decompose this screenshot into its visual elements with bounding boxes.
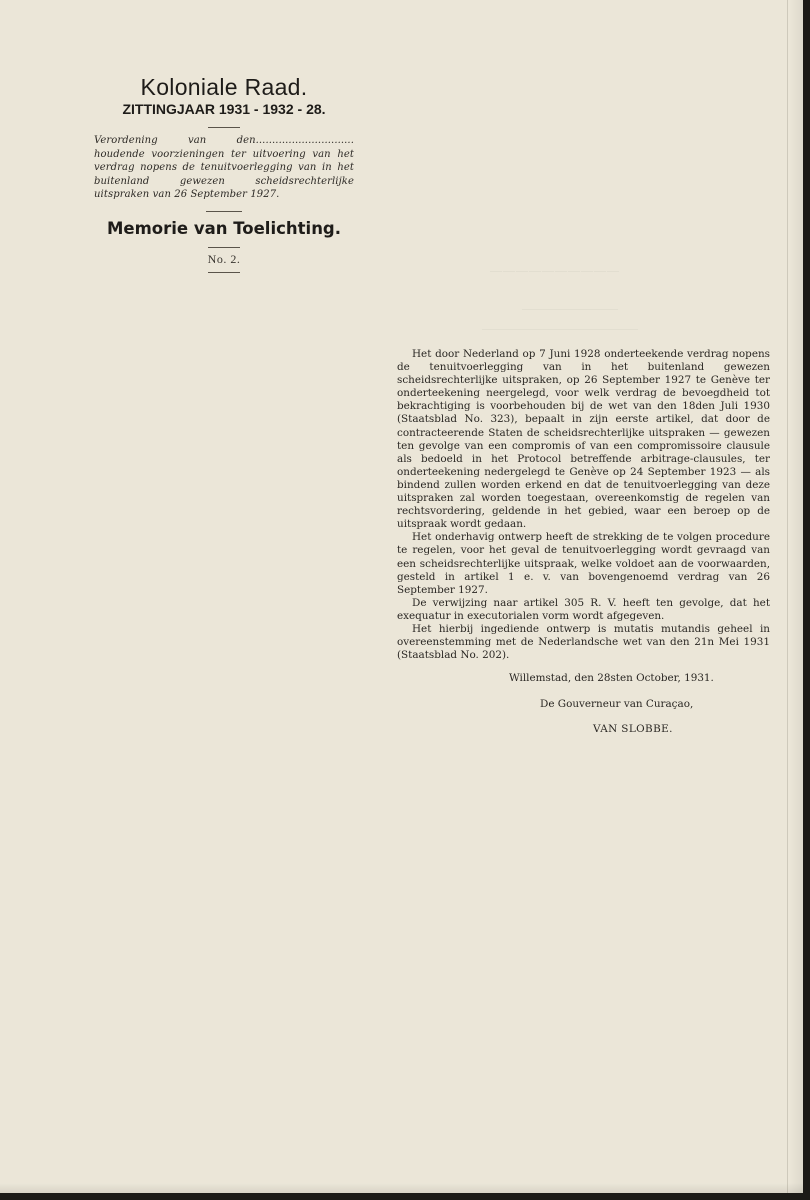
council-title: Koloniale Raad. bbox=[140, 74, 308, 100]
body-paragraph: Het onderhavig ontwerp heeft de strekking de te volgen procedure te regelen, voor het geval de tenuitvoerlegging wordt gevraagd van een scheidsrechterlijke uitspraak, welke voldoet aan de voorwaarden, gesteld in artikel 1 e. v. van bovengenoemd verdrag van 26 September 1927. bbox=[397, 531, 770, 596]
governor-title: De Gouverneur van Curaçao, bbox=[540, 698, 694, 710]
page-right-margin-line bbox=[787, 0, 788, 1193]
document-header bbox=[94, 74, 354, 273]
ordinance-description: Verordening van den.............................. houdende voorzieningen ter uitvoering van het verdrag nopens de tenuitvoerlegging van in het buitenland gewezen scheidsrechterlijke uitspraken van 26 September 1927. bbox=[94, 135, 354, 201]
page-bottom-shade bbox=[0, 1183, 803, 1193]
document-number: No. 2. bbox=[207, 251, 241, 266]
header-divider bbox=[208, 247, 240, 248]
page-edge-shadow bbox=[789, 0, 803, 1193]
header-divider bbox=[208, 127, 240, 128]
header-divider bbox=[208, 272, 240, 273]
body-paragraph: De verwijzing naar artikel 305 R. V. heeft ten gevolge, dat het exequatur in executorialen vorm wordt afgegeven. bbox=[397, 596, 770, 622]
memo-title: Memorie van Toelichting. bbox=[106, 218, 342, 238]
explanatory-memorandum-body bbox=[397, 348, 770, 662]
body-paragraph: Het door Nederland op 7 Juni 1928 onderteekende verdrag nopens de tenuitvoerlegging van in het buitenland gewezen scheidsrechterlijke uitspraken, op 26 September 1927 te Genève ter onderteekening neergelegd, voor welk verdrag de bevoegdheid tot bekrachtiging is voorbehouden bij de wet van den 18den Juli 1930 (Staatsblad No. 323), bepaalt in zijn eerste artikel, dat door de contracteerende Staten de scheidsrechterlijke uitspraken — gewezen ten gevolge van een compromis of van een compromissoire clausule als bedoeld in het Protocol betreffende arbitrage-clausules, ter onderteekening nedergelegd te Genève op 24 September 1923 — als bindend zullen worden erkend en dat de tenuitvoerlegging van deze uitspraken zal worden toegestaan, overeenkomstig de regelen van rechtsvordering, geldende in het gebied, waar een beroep op de uitspraak wordt gedaan. bbox=[397, 348, 770, 531]
session-year: ZITTINGJAAR 1931 - 1932 - 28. bbox=[122, 101, 326, 117]
header-divider bbox=[206, 211, 242, 212]
show-through-text: —————————— ———————— ————————————— bbox=[482, 263, 638, 335]
signature-name: VAN SLOBBE. bbox=[593, 723, 673, 735]
place-and-date: Willemstad, den 28sten October, 1931. bbox=[509, 672, 714, 684]
body-paragraph: Het hierbij ingediende ontwerp is mutatis mutandis geheel in overeenstemming met de Nederlandsche wet van den 21n Mei 1931 (Staatsblad No. 202). bbox=[397, 622, 770, 662]
